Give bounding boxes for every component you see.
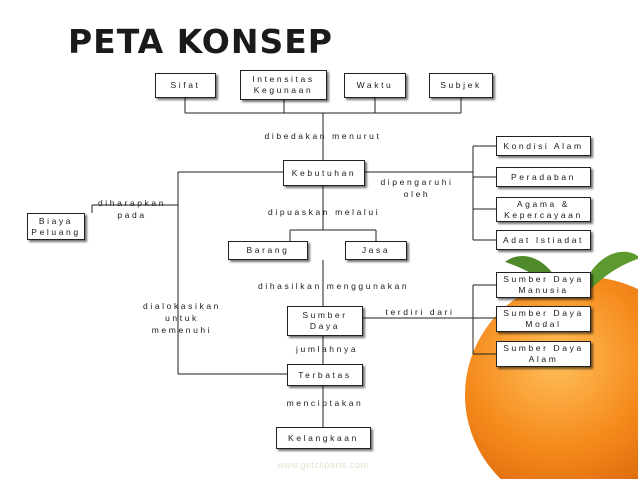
node-kondisi-alam: Kondisi Alam bbox=[496, 136, 591, 156]
label-terdiri: terdiri dari bbox=[385, 307, 455, 317]
label-menciptakan: menciptakan bbox=[286, 398, 364, 408]
node-sifat: Sifat bbox=[155, 73, 216, 98]
node-sumber-daya: Sumber Daya bbox=[287, 306, 363, 336]
node-waktu: Waktu bbox=[344, 73, 406, 98]
node-kelangkaan: Kelangkaan bbox=[276, 427, 371, 449]
label-diharapkan: diharapkan pada bbox=[97, 198, 167, 220]
node-agama: Agama & Kepercayaan bbox=[496, 197, 591, 222]
node-peradaban: Peradaban bbox=[496, 167, 591, 187]
node-terbatas: Terbatas bbox=[287, 364, 363, 386]
node-adat: Adat Istiadat bbox=[496, 230, 591, 250]
node-sd-modal: Sumber Daya Modal bbox=[496, 306, 591, 332]
node-kebutuhan: Kebutuhan bbox=[283, 160, 365, 186]
node-biaya-peluang: Biaya Peluang bbox=[27, 213, 85, 240]
label-dihasilkan: dihasilkan menggunakan bbox=[258, 281, 410, 291]
watermark: www.getcliparts.com bbox=[277, 460, 369, 470]
node-intensitas: Intensitas Kegunaan bbox=[240, 70, 327, 100]
node-subjek: Subjek bbox=[429, 73, 493, 98]
node-jasa: Jasa bbox=[345, 241, 407, 260]
label-dipuaskan: dipuaskan melalui bbox=[268, 207, 381, 217]
label-dibedakan: dibedakan menurut bbox=[264, 131, 382, 141]
page-title: PETA KONSEP bbox=[68, 22, 333, 61]
label-jumlahnya: jumlahnya bbox=[296, 344, 359, 354]
node-sd-manusia: Sumber Daya Manusia bbox=[496, 272, 591, 298]
node-barang: Barang bbox=[228, 241, 308, 260]
label-dipengaruhi: dipengaruhi oleh bbox=[380, 177, 454, 199]
label-dialokasikan: dialokasikan untuk memenuhi bbox=[143, 301, 221, 335]
node-sd-alam: Sumber Daya Alam bbox=[496, 341, 591, 367]
